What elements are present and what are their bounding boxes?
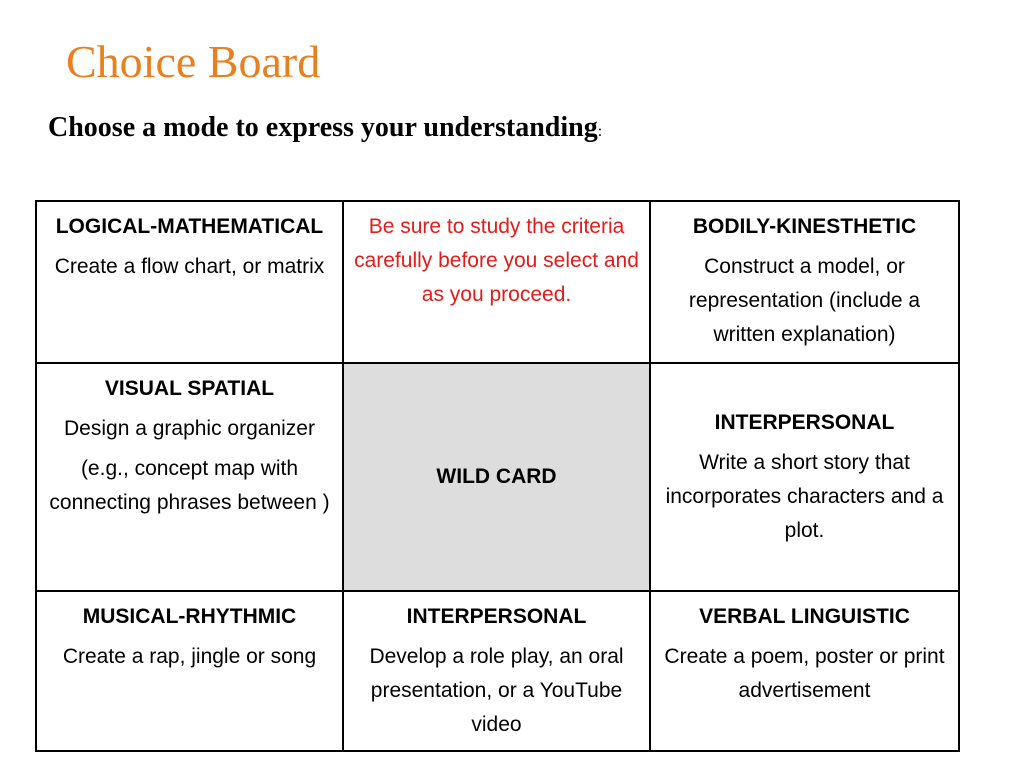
cell-bodily-kinesthetic xyxy=(650,201,959,363)
instruction-text: Be sure to study the criteria carefully before you select and as you proceed. xyxy=(354,215,639,306)
cell-title: BODILY-KINESTHETIC xyxy=(692,215,917,238)
slide-title: Choice Board xyxy=(66,36,321,87)
table-row xyxy=(36,591,959,751)
cell-title: WILD CARD xyxy=(436,465,557,488)
cell-text: Write a short story that incorporates characters and a plot. xyxy=(665,451,944,542)
cell-verbal-linguistic xyxy=(650,591,959,751)
cell-text: Design a graphic organizer xyxy=(64,417,315,440)
choice-board-table xyxy=(35,200,960,752)
table-row xyxy=(36,201,959,363)
cell-title: INTERPERSONAL xyxy=(406,605,587,628)
cell-title: VERBAL LINGUISTIC xyxy=(699,605,910,628)
cell-musical-rhythmic xyxy=(36,591,343,751)
cell-text: Construct a model, or representation (include a written explanation) xyxy=(688,255,921,346)
cell-title: LOGICAL-MATHEMATICAL xyxy=(55,215,324,238)
cell-logical-mathematical xyxy=(36,201,343,363)
cell-text: Create a poem, poster or print advertisement xyxy=(664,645,945,702)
cell-title: MUSICAL-RHYTHMIC xyxy=(82,605,297,628)
cell-interpersonal-story xyxy=(650,363,959,591)
cell-wild-card xyxy=(343,363,650,591)
cell-text: Create a rap, jingle or song xyxy=(62,645,317,668)
cell-text: Develop a role play, an oral presentation, or a YouTube video xyxy=(369,645,624,736)
slide-subtitle xyxy=(48,108,602,152)
table-row xyxy=(36,363,959,591)
cell-text: Create a flow chart, or matrix xyxy=(54,255,325,278)
cell-title: VISUAL SPATIAL xyxy=(104,377,275,400)
cell-visual-spatial xyxy=(36,363,343,591)
subtitle-text: Choose a mode to express your understanding xyxy=(48,112,598,143)
subtitle-colon: : xyxy=(597,123,603,140)
cell-instructions xyxy=(343,201,650,363)
cell-interpersonal-roleplay xyxy=(343,591,650,751)
cell-text: (e.g., concept map with connecting phrases between ) xyxy=(49,457,330,514)
cell-title: INTERPERSONAL xyxy=(714,411,895,434)
